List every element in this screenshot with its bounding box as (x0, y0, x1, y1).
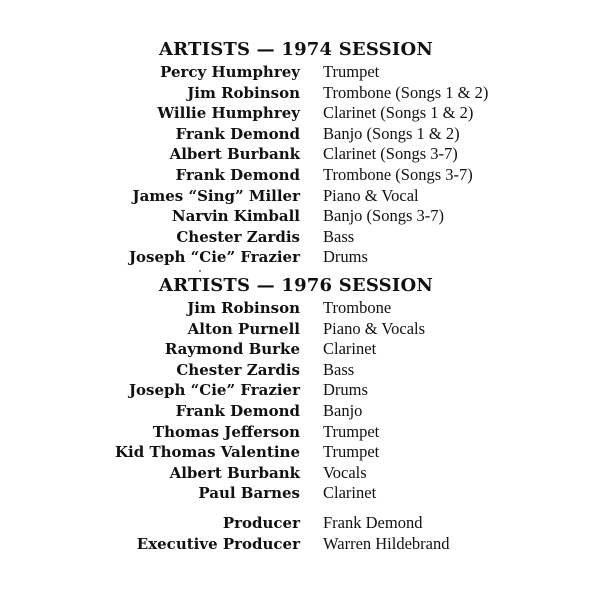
artist-role: Drums (323, 380, 368, 400)
artist-row (0, 186, 596, 207)
artist-row (0, 360, 596, 381)
artist-role: Clarinet (323, 339, 377, 359)
credit-row (0, 513, 596, 534)
artist-role: Piano & Vocal (323, 185, 419, 205)
artist-role: Banjo (Songs 1 & 2) (323, 123, 460, 143)
artist-role: Vocals (323, 462, 367, 482)
artist-name: Joseph “Cie” Frazier (128, 248, 300, 267)
artist-row (0, 319, 596, 340)
artist-name: Albert Burbank (169, 463, 300, 482)
artist-role: Bass (323, 226, 355, 246)
artist-role: Clarinet (Songs 1 & 2) (323, 103, 474, 123)
artist-name: Percy Humphrey (160, 63, 300, 81)
artist-row (0, 298, 596, 319)
session-1976-heading: ARTISTS — 1976 SESSION (159, 275, 433, 296)
print-speck (199, 270, 201, 272)
artist-role: Trumpet (323, 62, 380, 81)
artist-role: Trumpet (323, 442, 380, 462)
artist-role: Banjo (323, 400, 363, 420)
artist-row (0, 442, 596, 463)
credit-title: Producer (222, 514, 300, 532)
artist-name: Frank Demond (175, 165, 300, 184)
credit-person: Warren Hildebrand (323, 533, 450, 553)
artist-row (0, 62, 596, 83)
artist-name: Alton Purnell (187, 319, 300, 338)
session-1974-heading: ARTISTS — 1974 SESSION (159, 39, 433, 60)
artist-role: Trombone (Songs 3-7) (323, 164, 473, 184)
artist-name: Narvin Kimball (171, 207, 300, 226)
artist-role: Piano & Vocals (323, 318, 426, 338)
artist-row (0, 380, 596, 401)
artist-row (0, 144, 596, 165)
artist-row (0, 165, 596, 186)
artist-role: Trombone (323, 298, 392, 317)
artist-row (0, 103, 596, 124)
artist-role: Banjo (Songs 3-7) (323, 206, 444, 226)
artist-row (0, 83, 596, 104)
artist-role: Bass (323, 359, 355, 379)
artist-name: Raymond Burke (164, 340, 300, 359)
artist-name: Chester Zardis (176, 227, 300, 246)
artist-row (0, 206, 596, 227)
credit-row (0, 534, 596, 555)
artist-name: Thomas Jefferson (152, 422, 300, 441)
session-1974-section (0, 38, 596, 268)
artist-role: Trombone (Songs 1 & 2) (323, 82, 489, 102)
artist-name: Paul Barnes (198, 484, 300, 503)
artist-row (0, 247, 596, 268)
production-credits (0, 513, 596, 554)
artist-name: James “Sing” Miller (132, 186, 300, 205)
artist-name: Jim Robinson (187, 299, 300, 317)
artist-name: Willie Humphrey (157, 104, 300, 123)
artist-name: Kid Thomas Valentine (115, 443, 300, 462)
artist-row (0, 401, 596, 422)
artist-row (0, 227, 596, 248)
artist-name: Albert Burbank (169, 145, 300, 164)
credit-title: Executive Producer (136, 534, 300, 553)
artist-row (0, 483, 596, 504)
artist-row (0, 124, 596, 145)
artist-name: Frank Demond (175, 124, 300, 143)
artist-row (0, 339, 596, 360)
artist-name: Jim Robinson (187, 83, 300, 102)
credit-person: Frank Demond (323, 513, 423, 532)
artist-row (0, 422, 596, 443)
artist-role: Clarinet (323, 483, 377, 503)
artist-name: Joseph “Cie” Frazier (128, 381, 300, 400)
session-1976-section (0, 274, 596, 504)
artist-name: Chester Zardis (176, 360, 300, 379)
artist-name: Frank Demond (175, 401, 300, 420)
artist-role: Drums (323, 247, 368, 267)
artist-role: Trumpet (323, 421, 380, 441)
artist-row (0, 463, 596, 484)
artist-role: Clarinet (Songs 3-7) (323, 144, 458, 164)
